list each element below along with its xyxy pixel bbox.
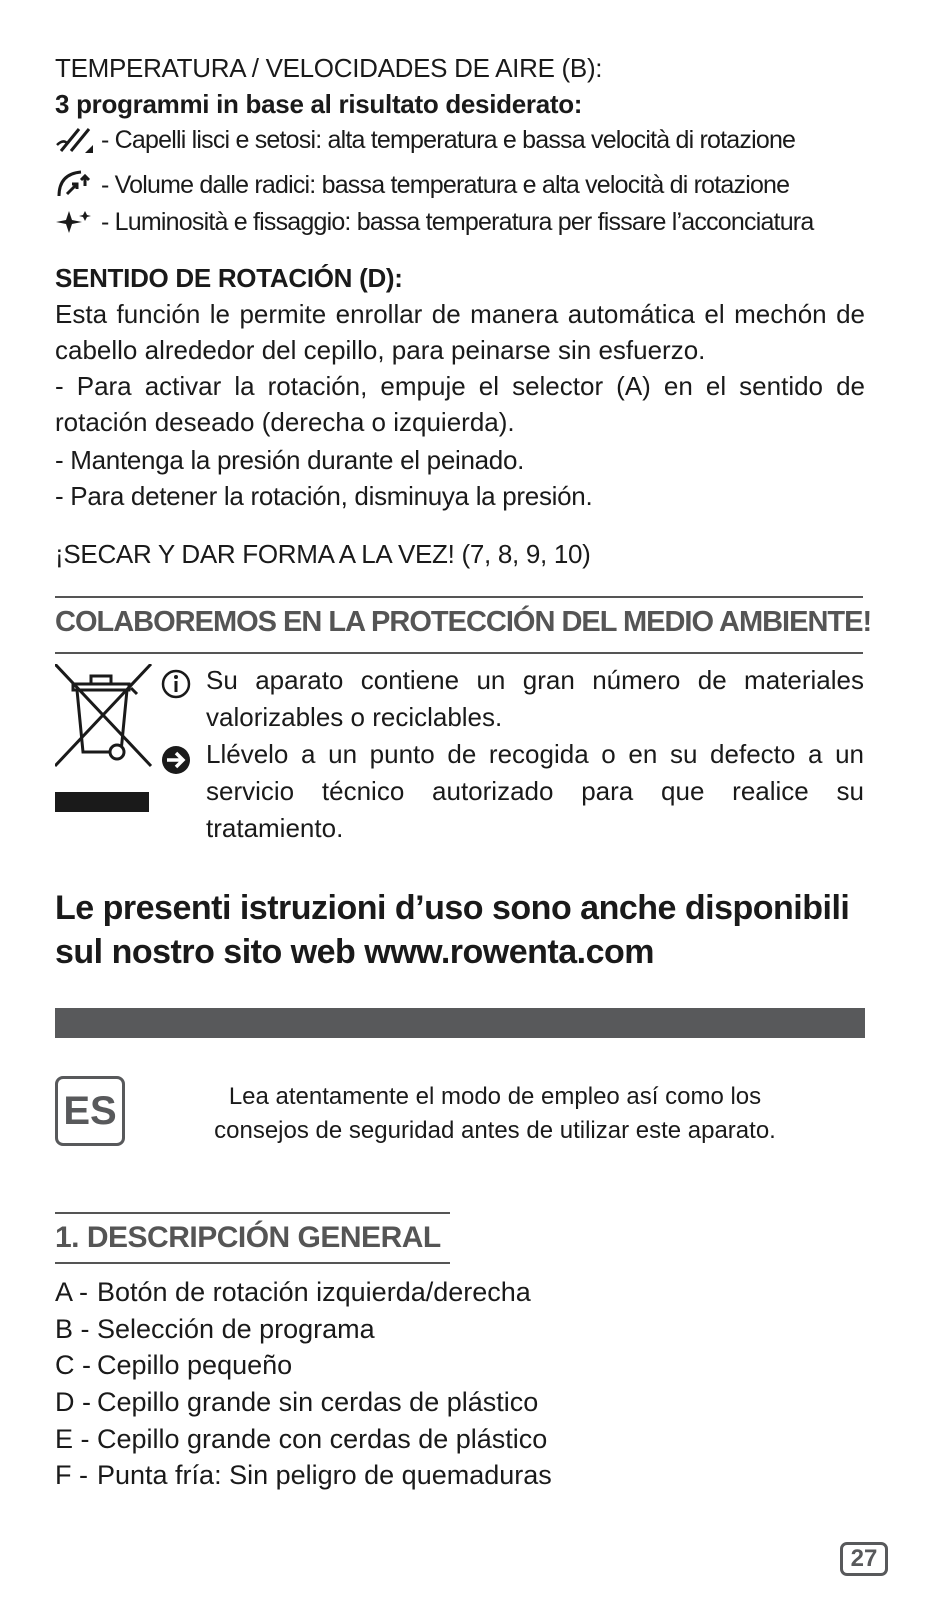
description-title: 1. DESCRIPCIÓN GENERAL bbox=[55, 1221, 441, 1254]
section-divider-bar bbox=[55, 1008, 865, 1038]
list-item-key: D - bbox=[55, 1387, 91, 1417]
list-item-text: Cepillo grande sin cerdas de plástico bbox=[97, 1387, 539, 1417]
volume-icon bbox=[55, 168, 99, 202]
description-title-box bbox=[55, 1212, 450, 1264]
temp-subheading: 3 programmi in base al risultato desiderato: bbox=[55, 89, 583, 119]
list-item-text: Cepillo grande con cerdas de plástico bbox=[97, 1424, 548, 1454]
list-item-key: B - bbox=[55, 1314, 90, 1344]
list-item bbox=[55, 1457, 552, 1493]
rotation-heading: SENTIDO DE ROTACIÓN (D): bbox=[55, 263, 403, 293]
wee-bin-icon bbox=[55, 664, 155, 814]
list-item-text: Punta fría: Sin peligro de quemaduras bbox=[97, 1460, 552, 1490]
es-intro-line-2: consejos de seguridad antes de utilizar este aparato. bbox=[214, 1117, 776, 1144]
rotation-p4: - Para detener la rotación, disminuya la presión. bbox=[55, 481, 593, 511]
info-icon bbox=[160, 668, 192, 700]
list-item-key: F - bbox=[55, 1460, 88, 1490]
list-item-key: A - bbox=[55, 1277, 89, 1307]
list-item-text: Cepillo pequeño bbox=[97, 1350, 293, 1380]
env-rule-bottom bbox=[55, 652, 863, 654]
env-item-1: Su aparato contiene un gran número de materiales valorizables o reciclables. bbox=[206, 665, 864, 732]
rotation-p1: Esta función le permite enrollar de manera automática el mechón de cabello alrededor del cepillo, para peinarse sin esfuerzo. bbox=[55, 299, 865, 365]
program-straight-text: - Capelli lisci e setosi: alta temperatura e bassa velocità di rotazione bbox=[101, 126, 796, 154]
dry-shape-text: ¡SECAR Y DAR FORMA A LA VEZ! (7, 8, 9, 10) bbox=[55, 539, 591, 569]
website-line-1: Le presenti istruzioni d’uso sono anche disponibili bbox=[55, 889, 850, 927]
es-intro-line-1: Lea atentamente el modo de empleo así como los bbox=[228, 1083, 762, 1110]
list-item bbox=[55, 1347, 292, 1383]
list-item-text: Botón de rotación izquierda/derecha bbox=[97, 1277, 531, 1307]
list-item bbox=[55, 1421, 547, 1457]
list-item bbox=[55, 1384, 538, 1420]
rotation-p3: - Mantenga la presión durante el peinado. bbox=[55, 445, 525, 475]
arrow-right-circle-icon bbox=[160, 744, 192, 776]
shine-stars-icon bbox=[55, 205, 99, 239]
env-item-2: Llévelo a un punto de recogida o en su defecto a un servicio técnico autorizado para que realice su tratamiento. bbox=[206, 739, 864, 843]
program-volume bbox=[55, 165, 789, 205]
rotation-p2: - Para activar la rotación, empuje el selector (A) en el sentido de rotación deseado (derecha o izquierda). bbox=[55, 371, 865, 437]
website-line-2: sul nostro sito web www.rowenta.com bbox=[55, 933, 654, 971]
list-item-text: Selección de programa bbox=[97, 1314, 375, 1344]
list-item-key: C - bbox=[55, 1350, 91, 1380]
es-intro bbox=[155, 1080, 835, 1148]
list-item-key: E - bbox=[55, 1424, 90, 1454]
program-straight bbox=[55, 120, 795, 160]
env-rule-top bbox=[55, 596, 863, 598]
program-volume-text: - Volume dalle radici: bassa temperatura e alta velocità di rotazione bbox=[101, 171, 790, 199]
list-item bbox=[55, 1311, 375, 1347]
program-shine-text: - Luminosità e fissaggio: bassa temperatura per fissare l’acconciatura bbox=[101, 208, 814, 236]
language-badge: ES bbox=[55, 1076, 125, 1146]
list-item bbox=[55, 1274, 531, 1310]
program-shine bbox=[55, 202, 813, 242]
temp-heading: TEMPERATURA / VELOCIDADES DE AIRE (B): bbox=[55, 53, 603, 83]
straight-hair-icon bbox=[55, 123, 99, 157]
env-title: COLABOREMOS EN LA PROTECCIÓN DEL MEDIO AMBIENTE! bbox=[55, 606, 872, 638]
page-number: 27 bbox=[840, 1542, 888, 1576]
